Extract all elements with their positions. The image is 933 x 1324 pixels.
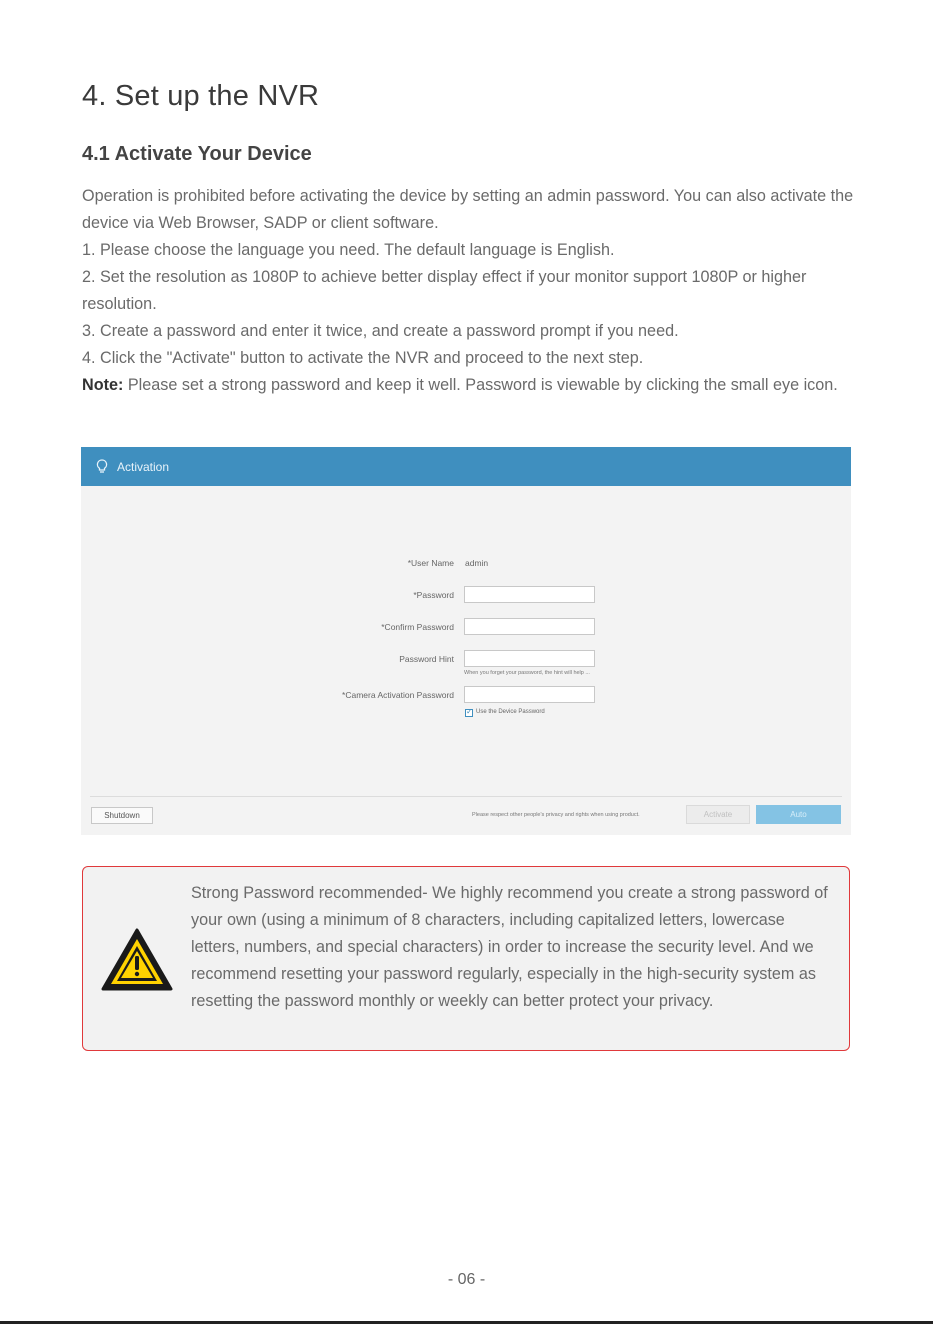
note-paragraph [82, 372, 857, 399]
shutdown-button[interactable]: Shutdown [91, 807, 153, 824]
instructions [82, 183, 857, 399]
auto-button[interactable]: Auto [756, 805, 841, 824]
note-label: Note: [82, 376, 124, 394]
activation-screenshot [81, 447, 851, 835]
section-heading: 4.1 Activate Your Device [82, 143, 312, 165]
note-text: Please set a strong password and keep it well. Password is viewable by clicking the small eye icon. [123, 376, 838, 394]
password-hint-label: Password Hint [399, 654, 454, 664]
password-hint-input[interactable] [464, 650, 595, 667]
camera-password-input[interactable] [464, 686, 595, 703]
warning-triangle-icon [100, 927, 174, 993]
page-number: - 06 - [447, 1271, 486, 1288]
user-name-label: *User Name [407, 558, 454, 568]
page-heading: 4. Set up the NVR [82, 80, 320, 112]
password-label: *Password [413, 590, 454, 600]
footer-divider [90, 796, 842, 797]
activation-form [81, 447, 851, 835]
step-4: 4. Click the "Activate" button to activate the NVR and proceed to the next step. [82, 349, 644, 367]
step-2: 2. Set the resolution as 1080P to achieve better display effect if your monitor support 1080P or higher resolution. [82, 268, 807, 313]
user-name-value: admin [465, 558, 489, 568]
confirm-password-label: *Confirm Password [381, 622, 454, 632]
warning-box [82, 866, 850, 1051]
camera-password-label: *Camera Activation Password [342, 690, 454, 700]
password-hint-help: When you forget your password, the hint will help ... [464, 670, 590, 676]
step-1: 1. Please choose the language you need. The default language is English. [82, 241, 615, 259]
use-device-password-checkbox[interactable] [465, 709, 473, 717]
use-device-password-label: Use the Device Password [476, 709, 545, 715]
activate-button[interactable]: Activate [686, 805, 750, 824]
intro-paragraph: Operation is prohibited before activating the device by setting an admin password. You can also activate the device via Web Browser, SADP or client software. [82, 187, 854, 232]
warning-text: Strong Password recommended- We highly recommend you create a strong password of your own (using a minimum of 8 characters, including capitalized letters, lowercase letters, numbers, and special characters) in order to increase the security level. And we recommend resetting your password regularly, especially in the high-security system as resetting the password monthly or weekly can better protect your privacy. [191, 884, 828, 1010]
confirm-password-input[interactable] [464, 618, 595, 635]
step-3: 3. Create a password and enter it twice, and create a password prompt if you need. [82, 322, 679, 340]
password-input[interactable] [464, 586, 595, 603]
privacy-note: Please respect other people's privacy and rights when using product. [472, 812, 640, 818]
activation-title: Activation [117, 459, 170, 474]
